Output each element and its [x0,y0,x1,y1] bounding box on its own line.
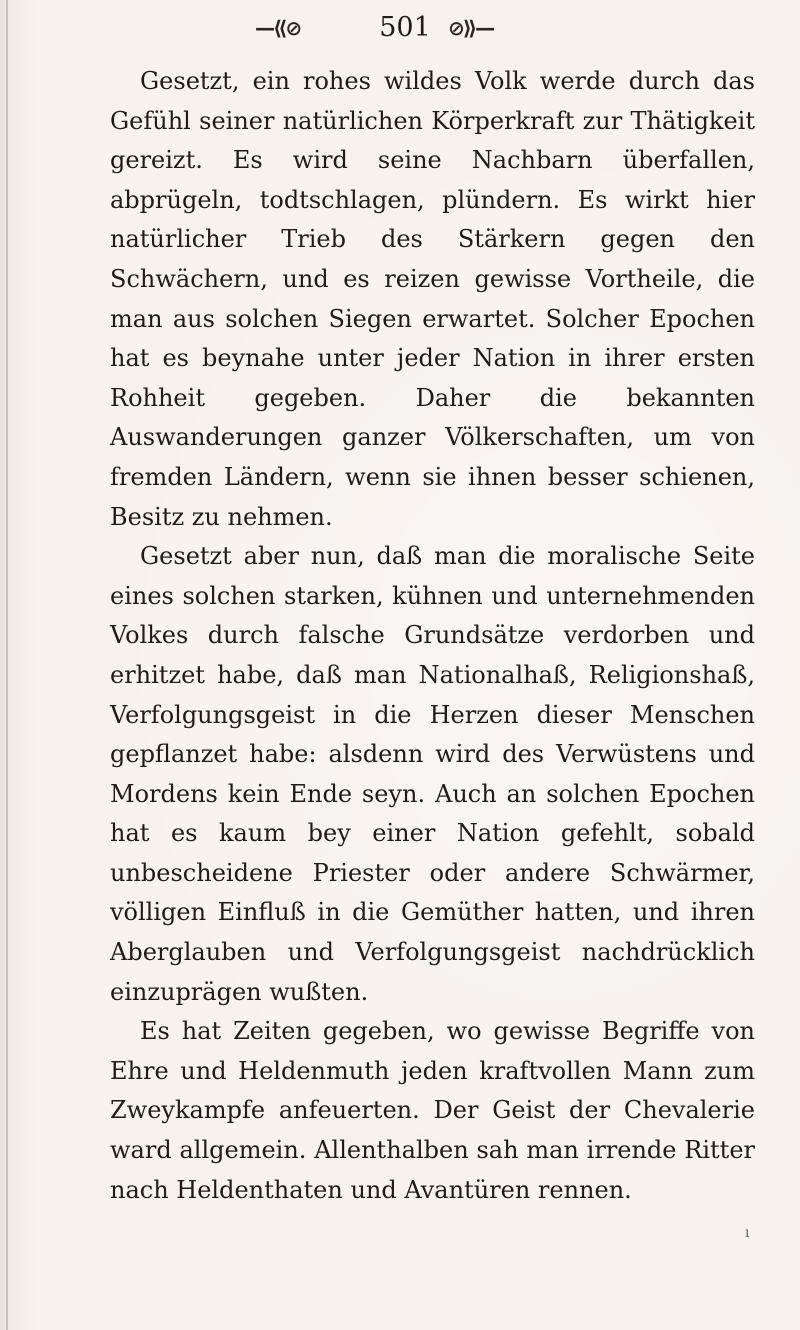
page-number: 501 [379,12,431,43]
body-text [110,62,755,1210]
paragraph-2: Gesetzt aber nun, daß man die moralische Seite eines solchen starken, kühnen und unternehmenden Volkes durch falsche Grundsätze verdorben und erhitzet habe, daß man Nationalhaß, Religionshaß, Verfolgungsgeist in die Herzen dieser Menschen gepflanzet habe: alsdenn wird des Verwüstens und Mordens kein Ende seyn. Auch an solchen Epochen hat es kaum bey einer Nation gefehlt, sobald unbescheidene Priester oder andere Schwärmer, völligen Einfluß in die Gemüther hatten, und ihren Aberglauben und Verfolgungsgeist nachdrücklich einzuprägen wußten. [110,542,755,1006]
paragraph-3: Es hat Zeiten gegeben, wo gewisse Begriffe von Ehre und Heldenmuth jeden kraftvollen Mann zum Zweykampfe anfeuerten. Der Geist der Chevalerie ward allgemein. Allenthalben sah man irrende Ritter nach Heldenthaten und Avantüren rennen. [110,1017,755,1204]
signature-mark: ı [745,1225,750,1241]
binding-edge [6,0,8,1330]
right-ornament-icon: ⊘⟫— [448,16,494,40]
page-header [0,4,800,44]
paragraph-1: Gesetzt, ein rohes wildes Volk werde durch das Gefühl seiner natürlichen Körperkraft zur Thätigkeit gereizt. Es wird seine Nachbarn überfallen, abprügeln, todtschlagen, plündern. Es wirkt hier natürlicher Trieb des Stärkern gegen den Schwächern, und es reizen gewisse Vortheile, die man aus solchen Siegen erwartet. Solcher Epochen hat es beynahe unter jeder Nation in ihrer ersten Rohheit gegeben. Daher die bekannten Auswanderungen ganzer Völkerschaften, um von fremden Ländern, wenn sie ihnen besser schienen, Besitz zu nehmen. [110,67,755,531]
left-ornament-icon: —⟪⊘ [255,16,301,40]
